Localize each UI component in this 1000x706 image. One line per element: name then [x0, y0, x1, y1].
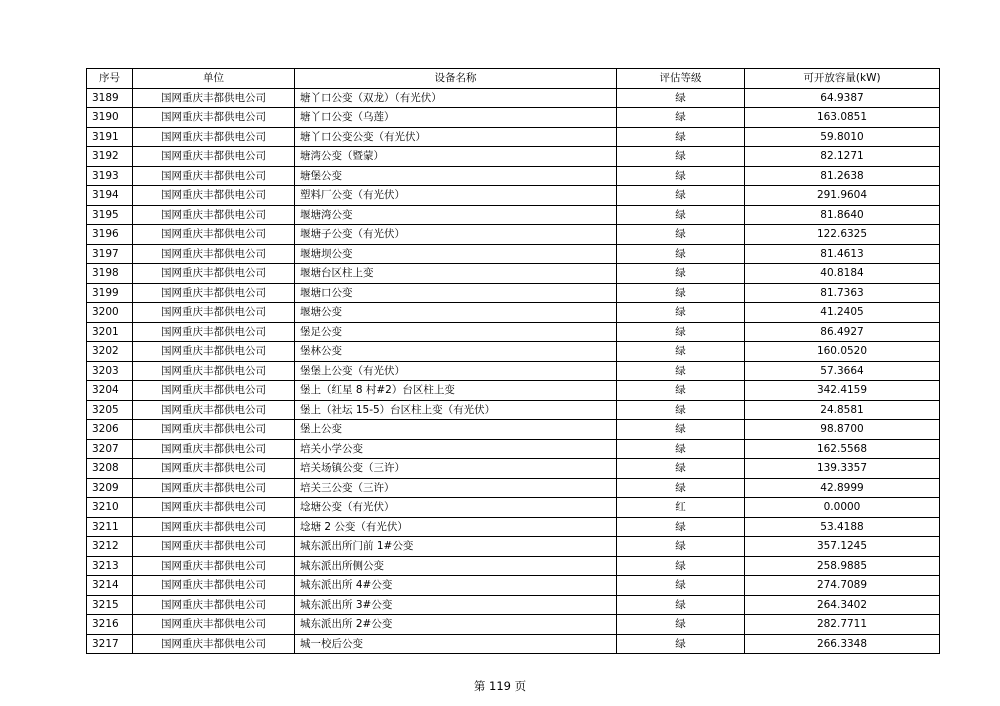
cell-capacity: 40.8184: [745, 264, 940, 284]
cell-unit: 国网重庆丰都供电公司: [133, 517, 295, 537]
cell-device-name: 城一校后公变: [295, 634, 617, 654]
cell-serial: 3202: [87, 342, 133, 362]
cell-capacity: 266.3348: [745, 634, 940, 654]
cell-unit: 国网重庆丰都供电公司: [133, 439, 295, 459]
cell-device-name: 城东派出所 2#公变: [295, 615, 617, 635]
cell-grade: 绿: [617, 303, 745, 323]
cell-unit: 国网重庆丰都供电公司: [133, 88, 295, 108]
cell-grade: 绿: [617, 88, 745, 108]
table-row: [87, 595, 940, 615]
page-number: 第 119 页: [473, 679, 527, 693]
cell-grade: 绿: [617, 361, 745, 381]
cell-device-name: 堡林公变: [295, 342, 617, 362]
cell-capacity: 57.3664: [745, 361, 940, 381]
cell-unit: 国网重庆丰都供电公司: [133, 108, 295, 128]
cell-device-name: 培关小学公变: [295, 439, 617, 459]
cell-serial: 3210: [87, 498, 133, 518]
cell-capacity: 357.1245: [745, 537, 940, 557]
cell-grade: 绿: [617, 634, 745, 654]
cell-grade: 绿: [617, 342, 745, 362]
cell-grade: 绿: [617, 517, 745, 537]
cell-unit: 国网重庆丰都供电公司: [133, 283, 295, 303]
cell-unit: 国网重庆丰都供电公司: [133, 576, 295, 596]
cell-unit: 国网重庆丰都供电公司: [133, 147, 295, 167]
cell-serial: 3201: [87, 322, 133, 342]
cell-serial: 3189: [87, 88, 133, 108]
cell-device-name: 堰塘坝公变: [295, 244, 617, 264]
table-row: [87, 303, 940, 323]
col-header-unit: 单位: [133, 69, 295, 89]
cell-unit: 国网重庆丰都供电公司: [133, 244, 295, 264]
table-row: [87, 615, 940, 635]
table-row: [87, 517, 940, 537]
cell-capacity: 81.8640: [745, 205, 940, 225]
cell-device-name: 培关场镇公变（三许）: [295, 459, 617, 479]
cell-capacity: 162.5568: [745, 439, 940, 459]
cell-grade: 绿: [617, 439, 745, 459]
cell-unit: 国网重庆丰都供电公司: [133, 420, 295, 440]
table-row: [87, 283, 940, 303]
cell-serial: 3212: [87, 537, 133, 557]
cell-unit: 国网重庆丰都供电公司: [133, 498, 295, 518]
table-row: [87, 322, 940, 342]
capacity-table: [86, 68, 940, 654]
cell-serial: 3211: [87, 517, 133, 537]
cell-capacity: 42.8999: [745, 478, 940, 498]
table-row: [87, 400, 940, 420]
cell-capacity: 98.8700: [745, 420, 940, 440]
cell-serial: 3204: [87, 381, 133, 401]
cell-grade: 绿: [617, 283, 745, 303]
table-row: [87, 439, 940, 459]
cell-serial: 3200: [87, 303, 133, 323]
cell-capacity: 160.0520: [745, 342, 940, 362]
cell-grade: 绿: [617, 127, 745, 147]
cell-device-name: 堡上（红星 8 村#2）台区柱上变: [295, 381, 617, 401]
cell-device-name: 堡堡上公变（有光伏）: [295, 361, 617, 381]
cell-grade: 绿: [617, 420, 745, 440]
cell-device-name: 城东派出所门前 1#公变: [295, 537, 617, 557]
table-body: [87, 88, 940, 654]
cell-capacity: 163.0851: [745, 108, 940, 128]
cell-unit: 国网重庆丰都供电公司: [133, 264, 295, 284]
cell-serial: 3206: [87, 420, 133, 440]
cell-capacity: 24.8581: [745, 400, 940, 420]
cell-device-name: 塘湾公变（暨蒙）: [295, 147, 617, 167]
cell-device-name: 堡上（社坛 15-5）台区柱上变（有光伏）: [295, 400, 617, 420]
cell-unit: 国网重庆丰都供电公司: [133, 322, 295, 342]
table-row: [87, 108, 940, 128]
cell-unit: 国网重庆丰都供电公司: [133, 595, 295, 615]
cell-grade: 绿: [617, 244, 745, 264]
cell-unit: 国网重庆丰都供电公司: [133, 342, 295, 362]
table-row: [87, 127, 940, 147]
cell-grade: 绿: [617, 381, 745, 401]
cell-capacity: 122.6325: [745, 225, 940, 245]
cell-unit: 国网重庆丰都供电公司: [133, 303, 295, 323]
table-row: [87, 478, 940, 498]
table-row: [87, 147, 940, 167]
table-row: [87, 166, 940, 186]
table-row: [87, 537, 940, 557]
cell-grade: 绿: [617, 478, 745, 498]
cell-capacity: 59.8010: [745, 127, 940, 147]
cell-serial: 3197: [87, 244, 133, 264]
cell-device-name: 埝塘公变（有光伏）: [295, 498, 617, 518]
table-row: [87, 498, 940, 518]
cell-grade: 绿: [617, 264, 745, 284]
cell-serial: 3208: [87, 459, 133, 479]
cell-capacity: 264.3402: [745, 595, 940, 615]
table-row: [87, 225, 940, 245]
table-row: [87, 244, 940, 264]
cell-serial: 3214: [87, 576, 133, 596]
cell-device-name: 埝塘 2 公变（有光伏）: [295, 517, 617, 537]
cell-serial: 3216: [87, 615, 133, 635]
cell-serial: 3205: [87, 400, 133, 420]
cell-capacity: 64.9387: [745, 88, 940, 108]
cell-device-name: 堡上公变: [295, 420, 617, 440]
cell-device-name: 塘堡公变: [295, 166, 617, 186]
cell-unit: 国网重庆丰都供电公司: [133, 537, 295, 557]
table-row: [87, 420, 940, 440]
cell-grade: 绿: [617, 147, 745, 167]
cell-capacity: 86.4927: [745, 322, 940, 342]
col-header-serial: 序号: [87, 69, 133, 89]
col-header-capacity: 可开放容量(kW): [745, 69, 940, 89]
table-row: [87, 459, 940, 479]
cell-capacity: 53.4188: [745, 517, 940, 537]
cell-device-name: 塑料厂公变（有光伏）: [295, 186, 617, 206]
cell-unit: 国网重庆丰都供电公司: [133, 166, 295, 186]
cell-grade: 绿: [617, 576, 745, 596]
cell-capacity: 274.7089: [745, 576, 940, 596]
cell-device-name: 塘丫口公变公变（有光伏）: [295, 127, 617, 147]
cell-serial: 3207: [87, 439, 133, 459]
cell-grade: 绿: [617, 459, 745, 479]
table-row: [87, 634, 940, 654]
cell-grade: 绿: [617, 225, 745, 245]
cell-grade: 绿: [617, 400, 745, 420]
cell-device-name: 城东派出所侧公变: [295, 556, 617, 576]
table-row: [87, 342, 940, 362]
cell-capacity: 291.9604: [745, 186, 940, 206]
cell-unit: 国网重庆丰都供电公司: [133, 556, 295, 576]
cell-unit: 国网重庆丰都供电公司: [133, 381, 295, 401]
cell-serial: 3209: [87, 478, 133, 498]
cell-serial: 3195: [87, 205, 133, 225]
cell-unit: 国网重庆丰都供电公司: [133, 634, 295, 654]
table-row: [87, 205, 940, 225]
table-row: [87, 556, 940, 576]
cell-serial: 3193: [87, 166, 133, 186]
table-header-row: [87, 69, 940, 89]
cell-device-name: 培关三公变（三许）: [295, 478, 617, 498]
cell-device-name: 塘丫口公变（乌莲）: [295, 108, 617, 128]
cell-serial: 3199: [87, 283, 133, 303]
cell-grade: 绿: [617, 556, 745, 576]
col-header-grade: 评估等级: [617, 69, 745, 89]
cell-device-name: 城东派出所 3#公变: [295, 595, 617, 615]
cell-unit: 国网重庆丰都供电公司: [133, 127, 295, 147]
cell-serial: 3194: [87, 186, 133, 206]
cell-serial: 3215: [87, 595, 133, 615]
cell-grade: 绿: [617, 166, 745, 186]
cell-capacity: 139.3357: [745, 459, 940, 479]
col-header-device: 设备名称: [295, 69, 617, 89]
cell-device-name: 城东派出所 4#公变: [295, 576, 617, 596]
cell-unit: 国网重庆丰都供电公司: [133, 186, 295, 206]
cell-device-name: 堡足公变: [295, 322, 617, 342]
cell-device-name: 堰塘台区柱上变: [295, 264, 617, 284]
cell-serial: 3190: [87, 108, 133, 128]
cell-serial: 3196: [87, 225, 133, 245]
cell-grade: 红: [617, 498, 745, 518]
cell-unit: 国网重庆丰都供电公司: [133, 478, 295, 498]
cell-device-name: 堰塘公变: [295, 303, 617, 323]
cell-serial: 3203: [87, 361, 133, 381]
table-row: [87, 264, 940, 284]
cell-unit: 国网重庆丰都供电公司: [133, 361, 295, 381]
table-row: [87, 186, 940, 206]
cell-grade: 绿: [617, 108, 745, 128]
table-row: [87, 361, 940, 381]
cell-device-name: 堰塘湾公变: [295, 205, 617, 225]
cell-capacity: 0.0000: [745, 498, 940, 518]
cell-capacity: 82.1271: [745, 147, 940, 167]
cell-device-name: 堰塘子公变（有光伏）: [295, 225, 617, 245]
cell-device-name: 堰塘口公变: [295, 283, 617, 303]
cell-capacity: 282.7711: [745, 615, 940, 635]
cell-capacity: 81.7363: [745, 283, 940, 303]
cell-device-name: 塘丫口公变（双龙）（有光伏）: [295, 88, 617, 108]
cell-serial: 3192: [87, 147, 133, 167]
table-row: [87, 576, 940, 596]
cell-serial: 3191: [87, 127, 133, 147]
cell-unit: 国网重庆丰都供电公司: [133, 225, 295, 245]
table-row: [87, 88, 940, 108]
table-row: [87, 381, 940, 401]
cell-grade: 绿: [617, 615, 745, 635]
cell-capacity: 342.4159: [745, 381, 940, 401]
cell-grade: 绿: [617, 186, 745, 206]
cell-grade: 绿: [617, 205, 745, 225]
cell-serial: 3217: [87, 634, 133, 654]
cell-unit: 国网重庆丰都供电公司: [133, 400, 295, 420]
cell-unit: 国网重庆丰都供电公司: [133, 459, 295, 479]
cell-grade: 绿: [617, 595, 745, 615]
cell-unit: 国网重庆丰都供电公司: [133, 205, 295, 225]
cell-grade: 绿: [617, 537, 745, 557]
cell-capacity: 258.9885: [745, 556, 940, 576]
cell-serial: 3213: [87, 556, 133, 576]
cell-serial: 3198: [87, 264, 133, 284]
cell-capacity: 81.2638: [745, 166, 940, 186]
cell-unit: 国网重庆丰都供电公司: [133, 615, 295, 635]
cell-grade: 绿: [617, 322, 745, 342]
cell-capacity: 81.4613: [745, 244, 940, 264]
cell-capacity: 41.2405: [745, 303, 940, 323]
